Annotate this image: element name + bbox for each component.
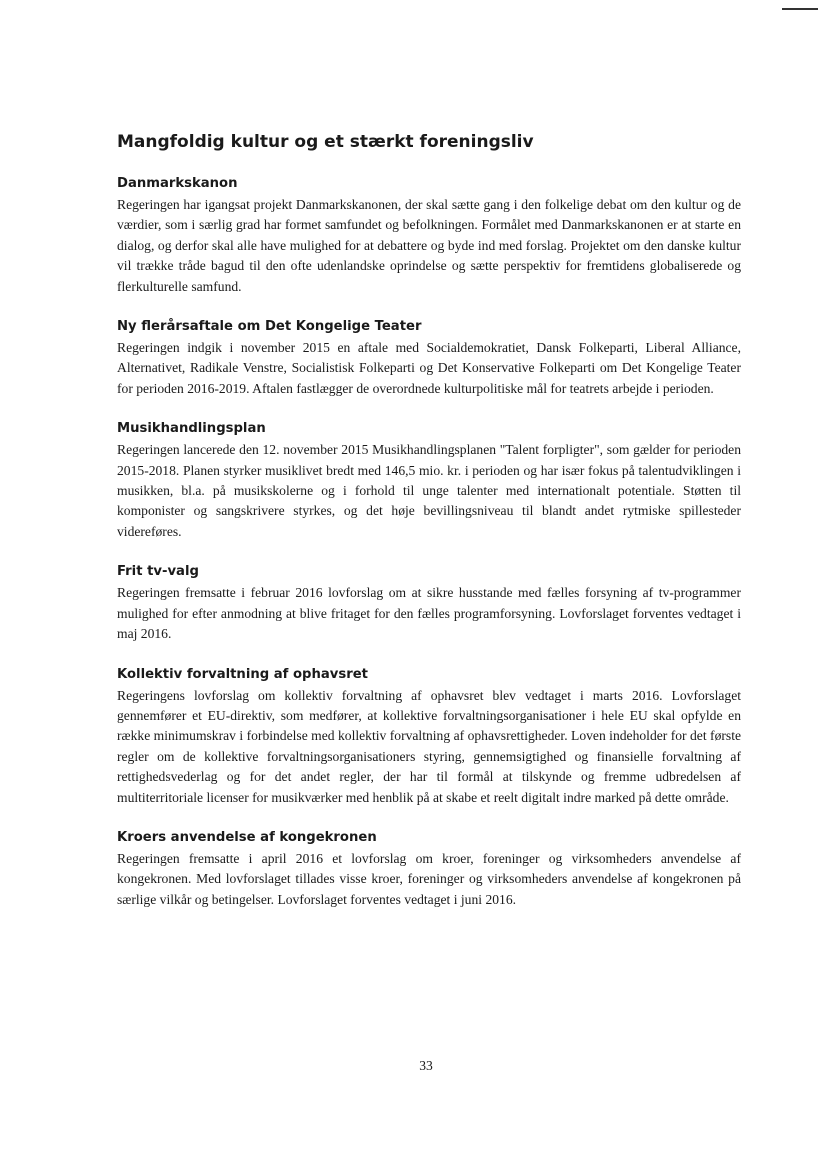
section-body: Regeringen har igangsat projekt Danmarkskanonen, der skal sætte gang i den folkelige debat om den kultur og de værdier, som i særlig grad har formet samfundet og befolkningen. Formålet med Danmarkskanonen er at starte en dialog, og derfor skal alle have mulighed for at debattere og byde ind med forslag. Projektet om den danske kultur vil trække tråde bagud til den ofte udenlandske oprindelse og sætte perspektiv for fremtidens globaliserede og flerkulturelle samfund.	[117, 197, 741, 294]
section-heading: Musikhandlingsplan	[117, 421, 266, 437]
header-rule	[782, 8, 818, 10]
section-body: Regeringens lovforslag om kollektiv forvaltning af ophavsret blev vedtaget i marts 2016. Lovforslaget gennemfører et EU-direktiv, som medfører, at kollektive forvaltningsorganisationer i hele EU skal opfylde en række minimumskrav i forbindelse med kollektiv forvaltning af ophavsrettigheder. Loven indeholder for det første regler om de kollektive forvaltningsorganisationers styring, gennemsigtighed og finansielle forvaltning af rettighedsvederlag og for det andet regler, der har til formål at tilskynde og fremme udbredelsen af multiterritoriale licenser for musikværker med henblik på at skabe et reelt digitalt indre marked på dette område.	[117, 687, 741, 805]
section-kongekronen	[117, 828, 741, 910]
document-page	[117, 130, 741, 930]
section-kollektiv-forvaltning	[117, 665, 741, 808]
page-number: 33	[419, 1058, 433, 1073]
section-body: Regeringen fremsatte i februar 2016 lovforslag om at sikre husstande med fælles forsyning af tv-programmer mulighed for efter anmodning at blive fritaget for den fælles programforsyning. Lovforslaget forventes vedtaget i maj 2016.	[117, 585, 741, 642]
section-body: Regeringen lancerede den 12. november 2015 Musikhandlingsplanen "Talent forpligter", som gælder for perioden 2015-2018. Planen styrker musiklivet bredt med 146,5 mio. kr. i perioden og har især fokus på talentudviklingen i musikken, bl.a. på musikskolerne og i forhold til unge talenter med internationalt potentiale. Støtten til komponister og sangskrivere styrkes, og det høje bevillingsniveau til blandt andet rytmiske spillesteder videreføres.	[117, 442, 741, 539]
section-kongelige-teater	[117, 317, 741, 399]
section-heading: Danmarkskanon	[117, 176, 238, 191]
section-danmarkskanon	[117, 174, 741, 297]
section-frit-tv-valg	[117, 562, 741, 644]
page-title: Mangfoldig kultur og et stærkt foreningsliv	[117, 132, 534, 152]
section-heading: Kroers anvendelse af kongekronen	[117, 829, 377, 845]
section-body: Regeringen indgik i november 2015 en aftale med Socialdemokratiet, Dansk Folkeparti, Liberal Alliance, Alternativet, Radikale Venstre, Socialistisk Folkeparti og Det Konservative Folkeparti om Det Kongelige Teater for perioden 2016-2019. Aftalen fastlægger de overordnede kulturpolitiske mål for teatrets arbejde i perioden.	[117, 340, 741, 396]
section-heading: Frit tv-valg	[117, 564, 199, 580]
section-heading: Ny flerårsaftale om Det Kongelige Teater	[117, 319, 422, 335]
section-heading: Kollektiv forvaltning af ophavsret	[117, 666, 368, 682]
section-musikhandlingsplan	[117, 419, 741, 542]
section-body: Regeringen fremsatte i april 2016 et lovforslag om kroer, foreninger og virksomheders anvendelse af kongekronen. Med lovforslaget tillades visse kroer, foreninger og virksomheders anvendelse af kongekronen på særlige vilkår og betingelser. Lovforslaget forventes vedtaget i juni 2016.	[117, 850, 741, 907]
